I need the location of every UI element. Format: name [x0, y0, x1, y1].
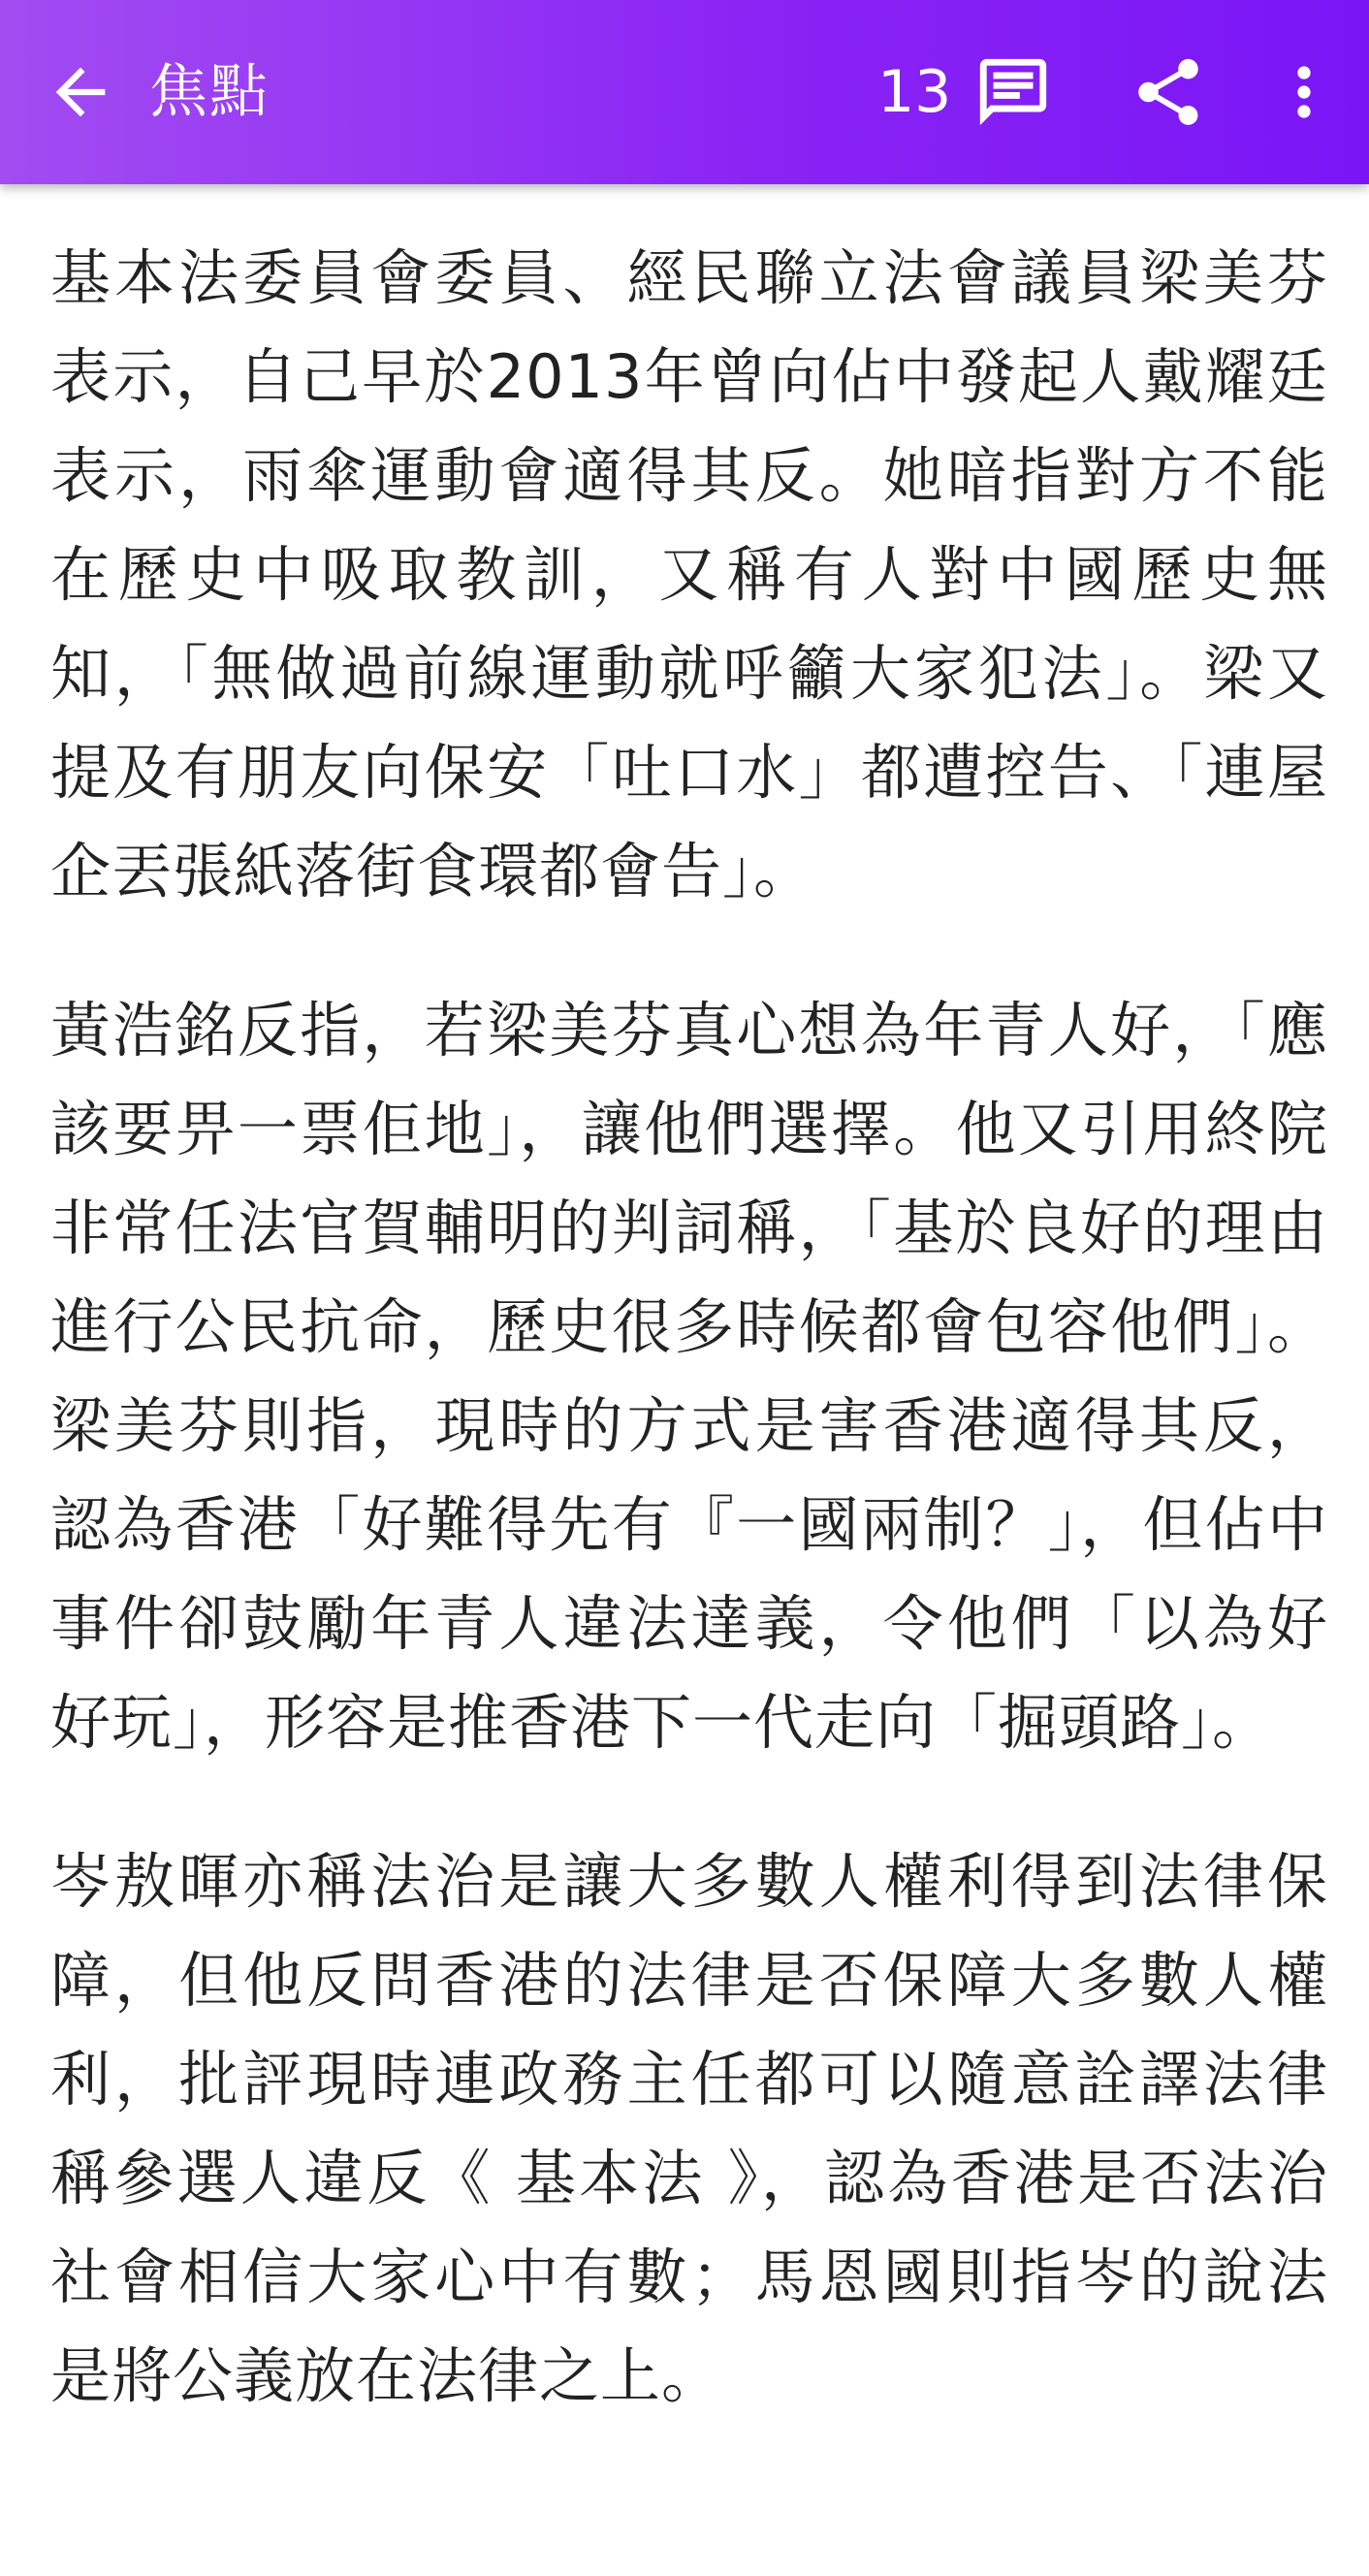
comment-icon	[973, 52, 1053, 132]
article-paragraph: 岑敖暉亦稱法治是讓大多數人權利得到法律保障，但他反問香港的法律是否保障大多數人權利，批評現時連政務主任都可以隨意詮譯法律稱參選人違反《 基本法 》，認為香港是否法治社會相信大家心中有數；馬恩國則指岑的說法是將公義放在法律之上。	[50, 1846, 1328, 2411]
share-button[interactable]	[1115, 39, 1222, 145]
page-title: 焦點	[149, 58, 270, 126]
comment-button[interactable]	[960, 39, 1067, 145]
more-options-button[interactable]	[1260, 39, 1348, 145]
app-bar	[0, 0, 1369, 184]
arrow-left-icon	[44, 55, 117, 129]
share-icon	[1129, 52, 1208, 132]
comment-count[interactable]: 13	[877, 58, 952, 126]
back-button[interactable]	[27, 39, 134, 145]
article-paragraph: 黃浩銘反指，若梁美芬真心想為年青人好，「應該要畀一票佢地」，讓他們選擇。他又引用終院非常任法官賀輔明的判詞稱，「基於良好的理由進行公民抗命，歷史很多時候都會包容他們」。梁美芬則指，現時的方式是害香港適得其反，認為香港「好難得先有『一國兩制？」，但佔中事件卻鼓勵年青人違法達義，令他們「以為好好玩」，形容是推香港下一代走向「掘頭路」。	[50, 995, 1328, 1758]
article-body	[50, 229, 1328, 2486]
more-vertical-icon	[1265, 53, 1343, 131]
article-paragraph: 基本法委員會委員、經民聯立法會議員梁美芬表示，自己早於2013年曾向佔中發起人戴耀廷表示，雨傘運動會適得其反。她暗指對方不能在歷史中吸取教訓，又稱有人對中國歷史無知，「無做過前線運動就呼籲大家犯法」。梁又提及有朋友向保安「吐口水」都遭控告、「連屋企丟張紙落街食環都會告」。	[50, 242, 1328, 906]
